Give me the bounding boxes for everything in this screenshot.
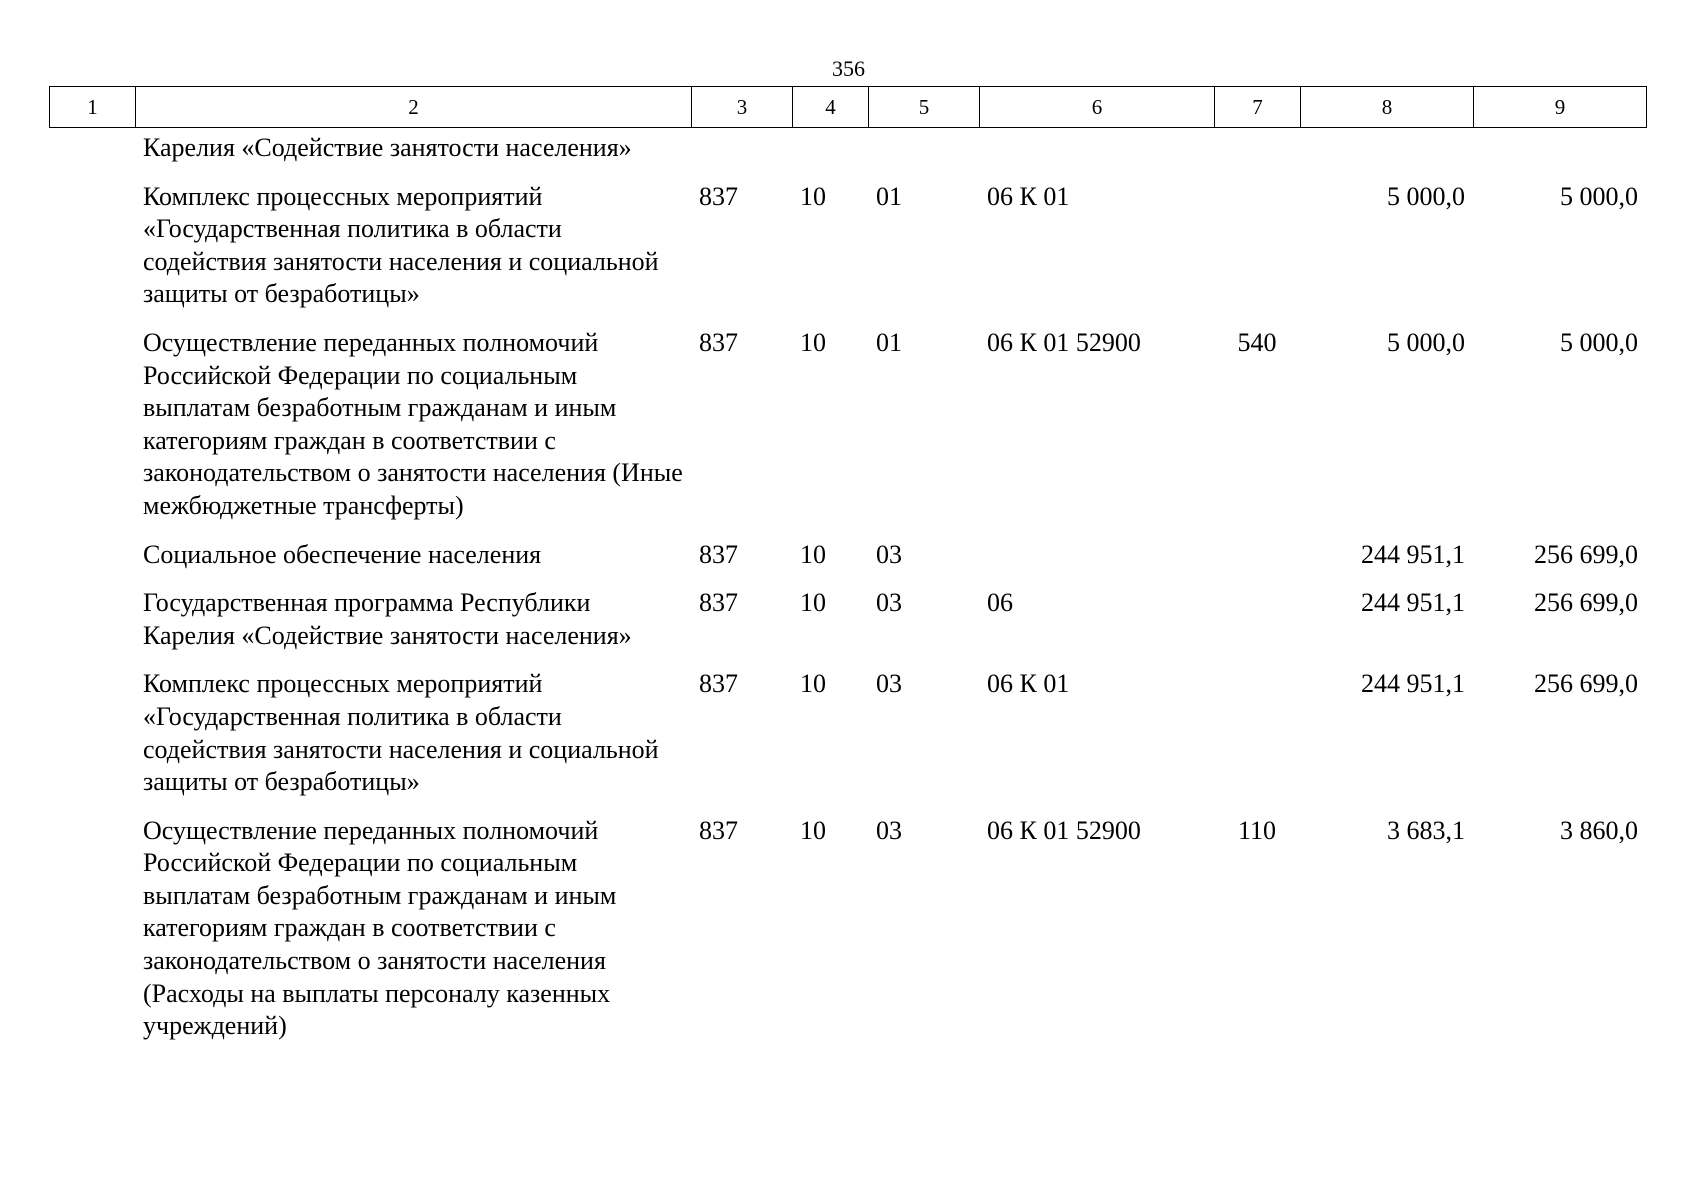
budget-table <box>49 132 1646 1059</box>
header-col-6: 6 <box>980 87 1215 128</box>
row-index-cell <box>49 587 135 668</box>
row-csr <box>979 132 1214 181</box>
row-year1: 244 951,1 <box>1361 669 1465 699</box>
row-year2: 256 699,0 <box>1534 669 1638 699</box>
row-csr: 06 К 01 52900 <box>987 327 1141 357</box>
column-number-header <box>49 86 1647 128</box>
header-col-1: 1 <box>50 87 136 128</box>
row-name: Социальное обеспечение населения <box>143 539 542 569</box>
page-number: 356 <box>832 56 865 81</box>
header-col-8: 8 <box>1301 87 1474 128</box>
table-row <box>49 181 1646 327</box>
row-grbs: 837 <box>699 539 738 569</box>
table-row <box>49 539 1646 588</box>
table-row <box>49 132 1646 181</box>
row-year1: 3 683,1 <box>1387 815 1465 845</box>
row-vr: 540 <box>1237 327 1277 357</box>
row-index-cell <box>49 327 135 539</box>
header-col-5: 5 <box>869 87 980 128</box>
row-csr <box>979 539 1214 588</box>
row-pr <box>868 132 979 181</box>
row-rz: 10 <box>800 669 826 699</box>
row-year2 <box>1473 132 1646 181</box>
row-year1 <box>1300 132 1473 181</box>
row-csr: 06 К 01 <box>987 181 1070 211</box>
row-csr: 06 К 01 52900 <box>987 815 1141 845</box>
row-vr <box>1214 181 1300 327</box>
row-grbs: 837 <box>699 815 738 845</box>
header-col-7: 7 <box>1215 87 1301 128</box>
row-vr <box>1214 587 1300 668</box>
row-pr: 03 <box>876 669 902 699</box>
row-csr: 06 <box>987 588 1013 618</box>
row-index-cell <box>49 181 135 327</box>
header-col-2: 2 <box>136 87 692 128</box>
header-col-9: 9 <box>1474 87 1647 128</box>
row-year2: 3 860,0 <box>1560 815 1638 845</box>
row-pr: 03 <box>876 815 902 845</box>
table-row <box>49 668 1646 814</box>
row-grbs: 837 <box>699 181 738 211</box>
row-year1: 244 951,1 <box>1361 588 1465 618</box>
row-csr: 06 К 01 <box>987 669 1070 699</box>
row-rz: 10 <box>800 588 826 618</box>
row-grbs <box>691 132 792 181</box>
row-index-cell <box>49 668 135 814</box>
row-name: Осуществление переданных полномочий Российской Федерации по социальным выплатам безработным гражданам и иным категориям граждан в соответствии с законодательством о занятости населения (Иные межбюджетные трансферты) <box>143 327 683 520</box>
row-grbs: 837 <box>699 588 738 618</box>
row-year1: 244 951,1 <box>1361 539 1465 569</box>
header-row <box>50 87 1647 128</box>
row-name: Осуществление переданных полномочий Российской Федерации по социальным выплатам безработным гражданам и иным категориям граждан в соответствии с законодательством о занятости населения (Расходы на выплаты персоналу казенных учреждений) <box>143 815 617 1041</box>
row-year1: 5 000,0 <box>1387 181 1465 211</box>
row-rz <box>792 132 868 181</box>
header-col-3: 3 <box>692 87 793 128</box>
row-rz: 10 <box>800 815 826 845</box>
row-vr <box>1214 668 1300 814</box>
row-vr <box>1214 132 1300 181</box>
row-pr: 01 <box>876 181 902 211</box>
header-col-4: 4 <box>793 87 869 128</box>
row-year1: 5 000,0 <box>1387 327 1465 357</box>
row-index-cell <box>49 815 135 1059</box>
row-grbs: 837 <box>699 669 738 699</box>
row-name: Карелия «Содействие занятости населения» <box>143 133 632 162</box>
row-year2: 256 699,0 <box>1534 539 1638 569</box>
row-vr <box>1214 539 1300 588</box>
table-row <box>49 587 1646 668</box>
row-rz: 10 <box>800 539 826 569</box>
table-row <box>49 815 1646 1059</box>
row-year2: 5 000,0 <box>1560 181 1638 211</box>
row-vr: 110 <box>1237 815 1277 845</box>
table-row <box>49 327 1646 539</box>
row-index-cell <box>49 539 135 588</box>
row-pr: 01 <box>876 327 902 357</box>
row-name: Государственная программа Республики Карелия «Содействие занятости населения» <box>143 588 632 650</box>
row-grbs: 837 <box>699 327 738 357</box>
row-index-cell <box>49 132 135 181</box>
row-name: Комплекс процессных мероприятий «Государственная политика в области содействия занятости населения и социальной защиты от безработицы» <box>143 181 659 309</box>
row-rz: 10 <box>800 181 826 211</box>
row-rz: 10 <box>800 327 826 357</box>
row-year2: 5 000,0 <box>1560 327 1638 357</box>
row-year2: 256 699,0 <box>1534 588 1638 618</box>
row-name: Комплекс процессных мероприятий «Государственная политика в области содействия занятости населения и социальной защиты от безработицы» <box>143 669 659 797</box>
row-pr: 03 <box>876 588 902 618</box>
row-pr: 03 <box>876 539 902 569</box>
